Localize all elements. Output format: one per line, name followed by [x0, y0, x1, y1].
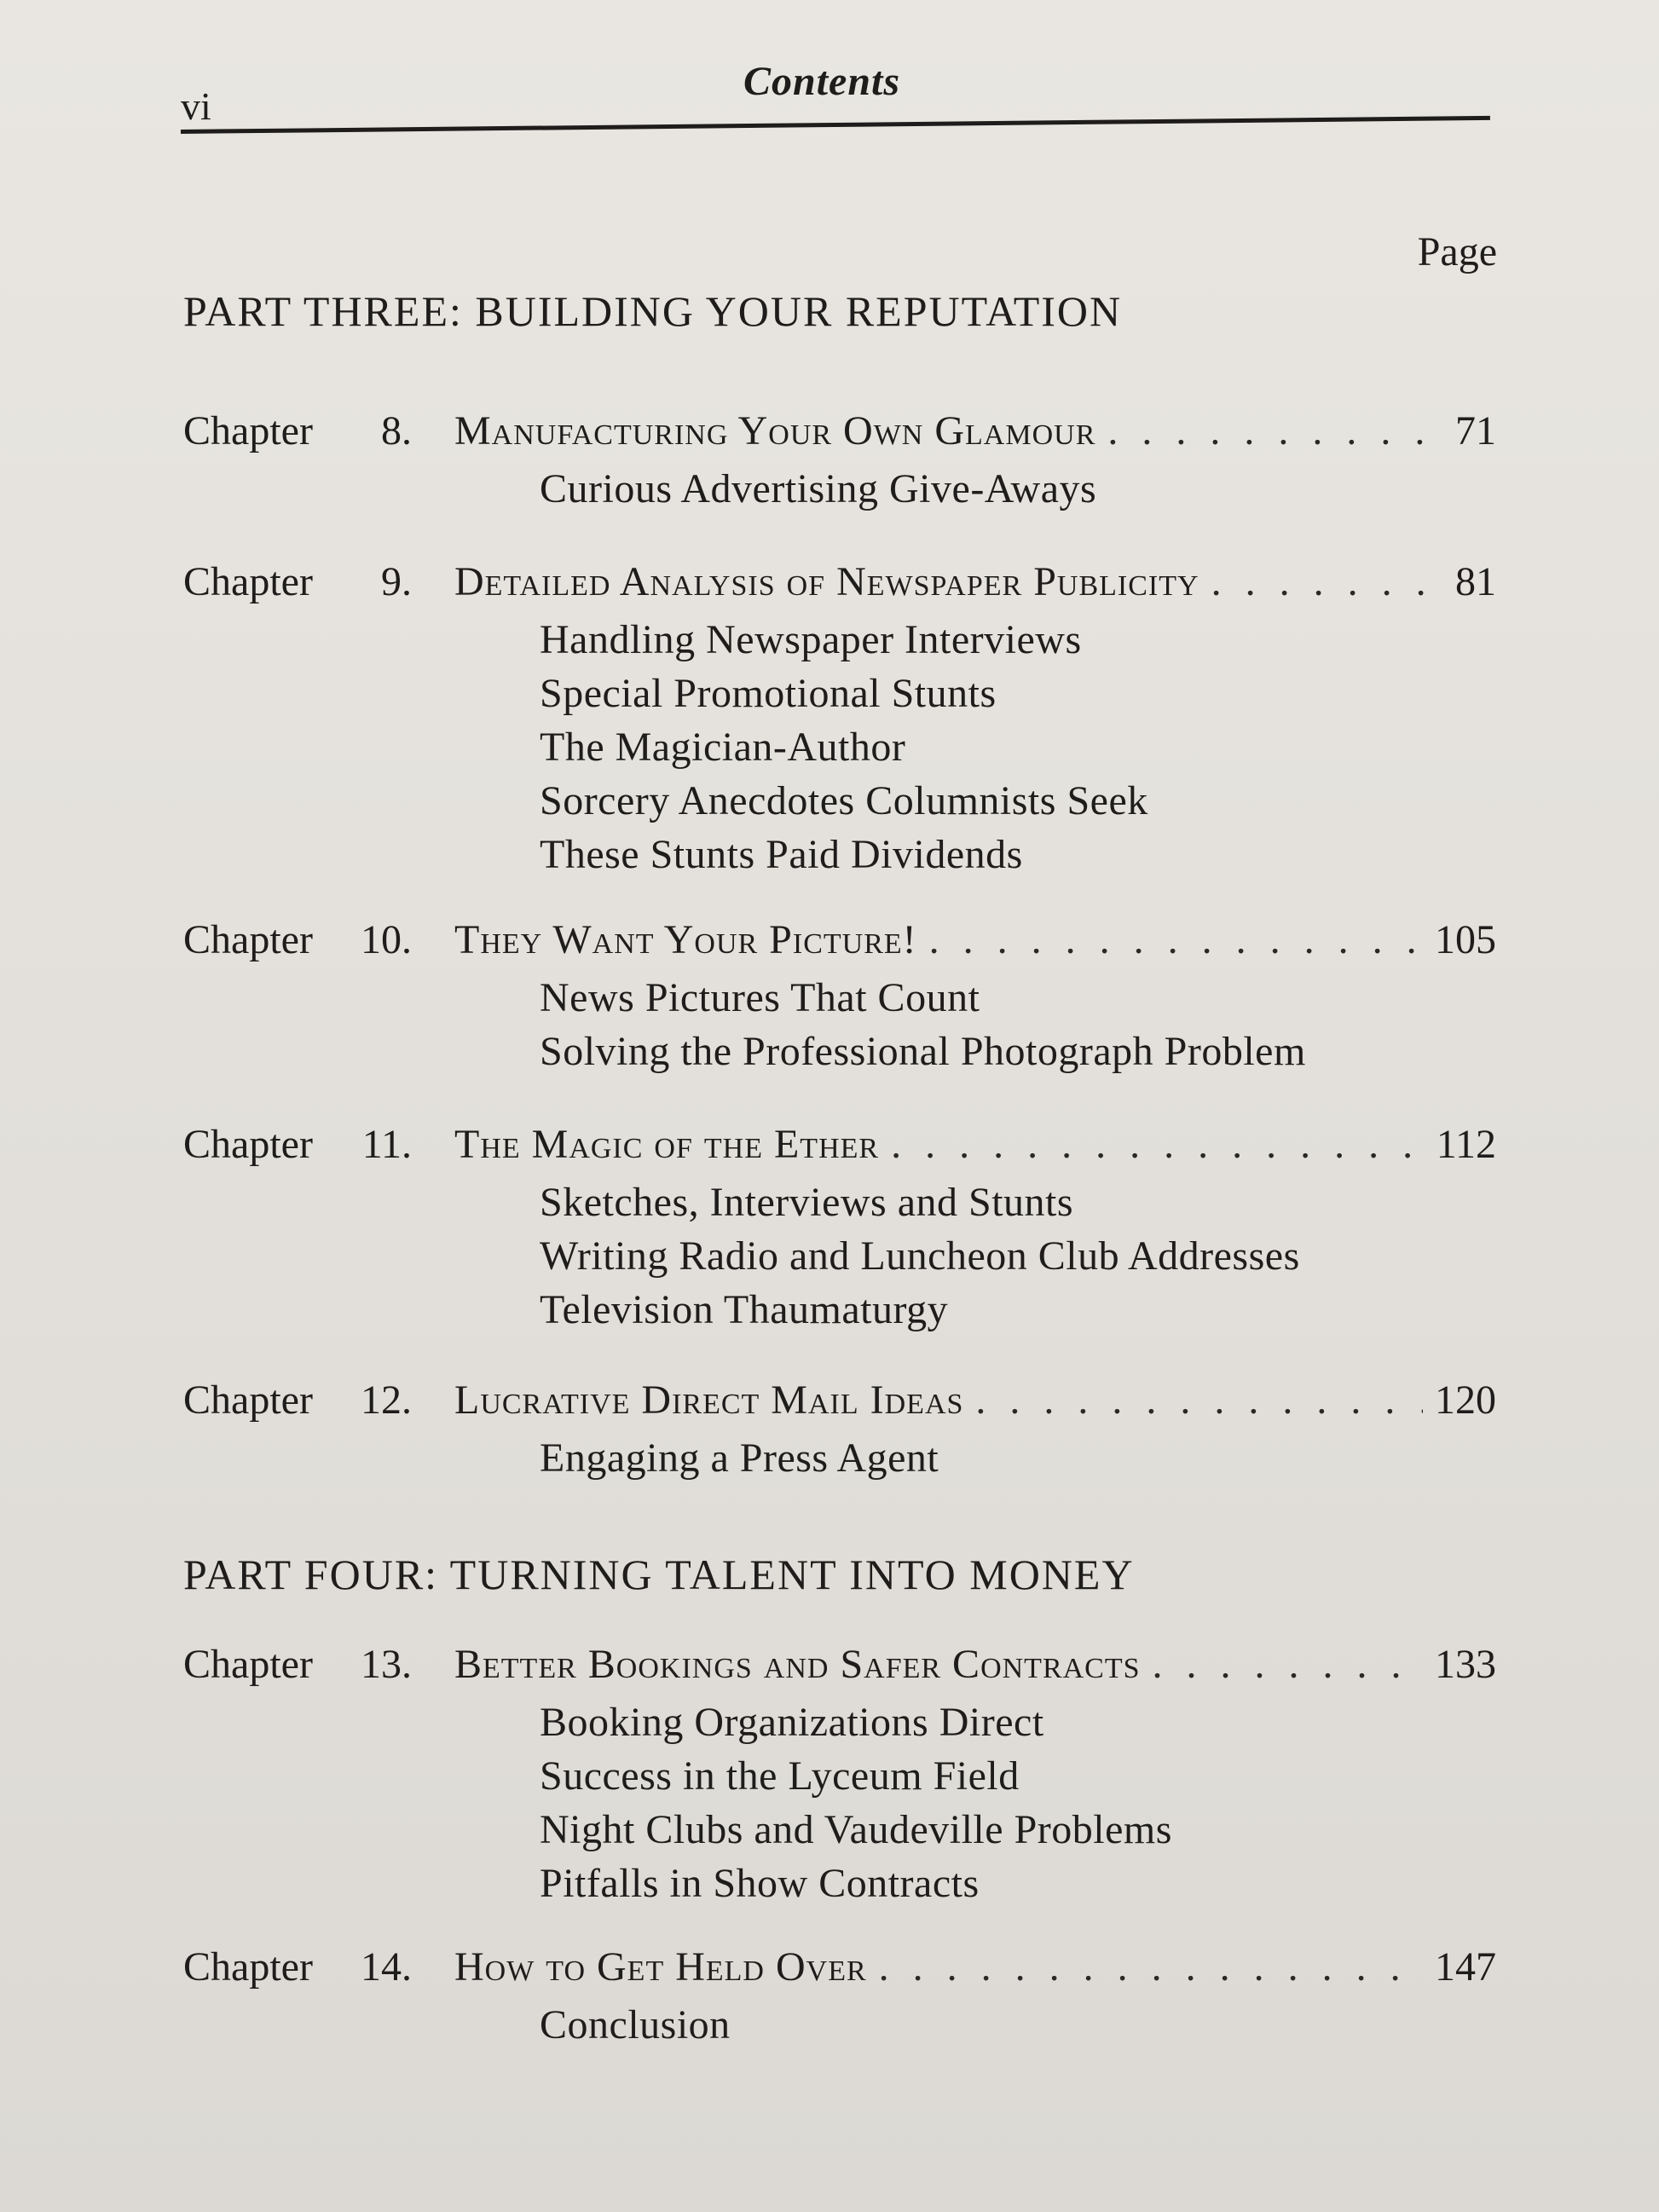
chapter-number: 9. [381, 559, 412, 604]
subsection-item: Television Thaumaturgy [540, 1287, 949, 1332]
chapter-title-line [454, 916, 1496, 963]
toc-chapter-12 [183, 1377, 1496, 1485]
chapter-title: How to Get Held Over [454, 1944, 867, 1990]
dot-leader [1107, 407, 1443, 454]
toc-chapter-11 [183, 1121, 1496, 1337]
chapter-title: Better Bookings and Safer Contracts [454, 1642, 1141, 1687]
part-heading-three: PART THREE: BUILDING YOUR REPUTATION [183, 287, 1123, 335]
subsection-item: News Pictures That Count [540, 975, 980, 1020]
chapter-label: Chapter [183, 408, 313, 453]
dot-leader [1153, 1641, 1423, 1688]
chapter-number: 13. [361, 1642, 412, 1687]
subsection-item: Writing Radio and Luncheon Club Addresses [540, 1233, 1300, 1279]
chapter-label: Chapter [183, 1377, 313, 1423]
chapter-label: Chapter [183, 1944, 313, 1990]
chapter-page-number: 147 [1435, 1944, 1496, 1990]
toc-chapter-13 [183, 1641, 1496, 1910]
chapter-page-number: 112 [1436, 1122, 1496, 1167]
subsection-list [540, 462, 1659, 516]
part-heading-four: PART FOUR: TURNING TALENT INTO MONEY [183, 1551, 1135, 1598]
subsection-list [540, 1175, 1659, 1337]
subsection-item: Booking Organizations Direct [540, 1700, 1044, 1745]
chapter-title-line [454, 1377, 1496, 1424]
subsection-item: Night Clubs and Vaudeville Problems [540, 1807, 1172, 1852]
chapter-title: Manufacturing Your Own Glamour [454, 408, 1096, 453]
subsection-list [540, 613, 1659, 881]
subsection-item: Solving the Professional Photograph Problem [540, 1029, 1306, 1074]
chapter-head [183, 1121, 1496, 1175]
chapter-title: They Want Your Picture! [454, 917, 917, 962]
subsection-item: These Stunts Paid Dividends [540, 832, 1023, 877]
chapter-label: Chapter [183, 559, 313, 604]
chapter-title: The Magic of the Ether [454, 1122, 880, 1167]
subsection-item: Curious Advertising Give-Aways [540, 466, 1097, 511]
toc-chapter-9 [183, 558, 1496, 881]
header-rule [181, 116, 1490, 134]
page-column-label: Page [1417, 229, 1497, 274]
subsection-item: Sorcery Anecdotes Columnists Seek [540, 778, 1148, 823]
chapter-number: 11. [361, 1122, 412, 1167]
dot-leader [1211, 558, 1443, 605]
toc-chapter-10 [183, 916, 1496, 1078]
chapter-number: 8. [381, 408, 412, 453]
dot-leader [879, 1943, 1423, 1990]
folio-page-number: vi [181, 84, 211, 128]
chapter-page-number: 133 [1435, 1642, 1496, 1687]
dot-leader [891, 1121, 1425, 1168]
toc-chapter-8 [183, 407, 1496, 516]
subsection-item: Success in the Lyceum Field [540, 1753, 1020, 1799]
subsection-list [540, 1695, 1659, 1910]
subsection-list [540, 1431, 1659, 1485]
chapter-number: 14. [361, 1944, 412, 1990]
chapter-title-line [454, 1943, 1496, 1990]
subsection-item: Conclusion [540, 2002, 731, 2047]
chapter-title-line [454, 407, 1496, 454]
subsection-list [540, 1998, 1659, 2052]
subsection-item: Sketches, Interviews and Stunts [540, 1180, 1074, 1225]
chapter-label: Chapter [183, 1642, 313, 1687]
page-header [181, 51, 1490, 136]
chapter-page-number: 81 [1455, 559, 1496, 604]
toc-chapter-14 [183, 1943, 1496, 2052]
chapter-head [183, 1943, 1496, 1998]
chapter-label: Chapter [183, 917, 313, 962]
dot-leader [929, 916, 1423, 963]
subsection-item: Handling Newspaper Interviews [540, 617, 1082, 662]
chapter-title-line [454, 1121, 1496, 1168]
chapter-page-number: 120 [1435, 1377, 1496, 1423]
chapter-number: 12. [361, 1377, 412, 1423]
chapter-head [183, 1641, 1496, 1695]
chapter-title: Detailed Analysis of Newspaper Publicity [454, 559, 1199, 604]
chapter-head [183, 558, 1496, 613]
subsection-item: The Magician-Author [540, 725, 906, 770]
chapter-head [183, 1377, 1496, 1431]
chapter-page-number: 105 [1435, 917, 1496, 962]
subsection-item: Special Promotional Stunts [540, 671, 997, 716]
running-head: Contents [743, 59, 901, 104]
chapter-number: 10. [361, 917, 412, 962]
chapter-page-number: 71 [1455, 408, 1496, 453]
chapter-title-line [454, 558, 1496, 605]
subsection-item: Engaging a Press Agent [540, 1435, 939, 1481]
chapter-head [183, 407, 1496, 462]
dot-leader [975, 1377, 1423, 1424]
chapter-head [183, 916, 1496, 971]
subsection-list [540, 971, 1659, 1078]
chapter-title: Lucrative Direct Mail Ideas [454, 1377, 964, 1423]
subsection-item: Pitfalls in Show Contracts [540, 1861, 980, 1906]
chapter-label: Chapter [183, 1122, 313, 1167]
chapter-title-line [454, 1641, 1496, 1688]
